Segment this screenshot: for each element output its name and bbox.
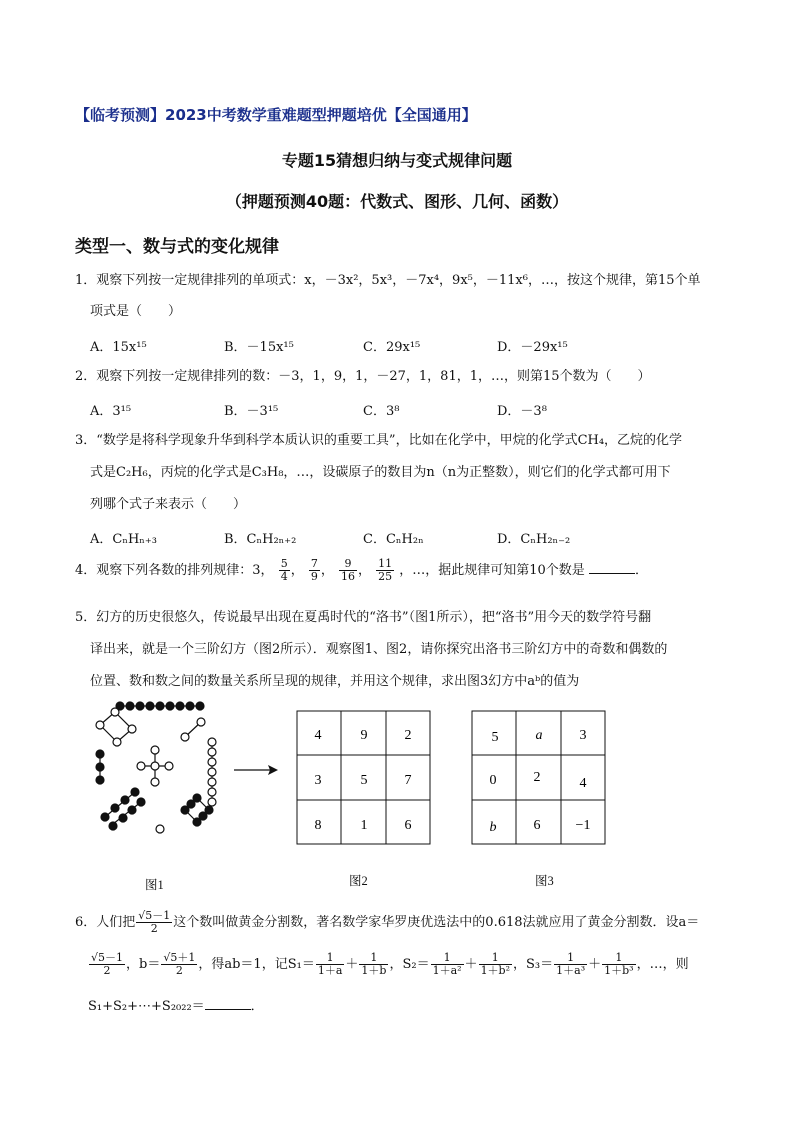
fig3-cell: 4 (579, 776, 587, 791)
fig2-cell: 1 (360, 818, 368, 833)
q1-line1: 1．观察下列按一定规律排列的单项式：x，－3x²，5x³，－7x⁴，9x⁵，－11x⁶，…，按这个规律，第15个单 (75, 273, 701, 288)
header-banner: 【临考预测】2023中考数学重难题型押题培优【全国通用】 (75, 106, 477, 124)
s1-term-2: $\frac{1}{1+b}$ (361, 951, 387, 977)
q2-option-b: B．－3¹⁵ (224, 404, 279, 419)
q4-fraction-2: $\frac{7}{9}$ (310, 557, 318, 583)
q3-option-d: D．CₙH₂ₙ₋₂ (497, 532, 571, 547)
q1-option-d: D．－29x¹⁵ (497, 340, 568, 355)
fig2-cell: 5 (360, 773, 368, 788)
q1-option-a: A．15x¹⁵ (90, 340, 147, 355)
fig3-cell: 2 (533, 770, 541, 785)
q5-line2: 译出来，就是一个三阶幻方（图2所示）．观察图1、图2，请你探究出洛书三阶幻方中的奇数和偶数的 (90, 642, 668, 657)
q4-end: ． (634, 563, 648, 578)
s1-term-1: $\frac{1}{1+a}$ (317, 951, 343, 977)
q5-line1: 5．幻方的历史很悠久，传说最早出现在夏禹时代的“洛书”（图1所示），把“洛书”用今天的数学符号翻 (75, 610, 652, 625)
fig3-cell: a (535, 728, 543, 743)
q3-option-a: A．CₙHₙ₊₃ (90, 532, 157, 547)
q1-option-b: B．－15x¹⁵ (224, 340, 294, 355)
q4-suffix: ，…，据此规律可知第10个数是 (399, 563, 585, 578)
s2-term-2: $\frac{1}{\text{1＋b²}}$ (480, 951, 511, 977)
a-fraction: $\frac{√5-1}{2}$ (91, 951, 124, 977)
q4-fraction-3: $\frac{9}{16}$ (340, 557, 355, 583)
fig3-cell: b (489, 820, 497, 835)
q3-option-c: C．CₙH₂ₙ (363, 532, 424, 547)
q4-fraction-4: $\frac{11}{25}$ (378, 557, 393, 583)
s3-term-2: $\frac{1}{\text{1＋b³}}$ (604, 951, 634, 977)
magic-square-fig3 (471, 710, 607, 847)
q6-line3: S₁+S₂+⋯+S₂₀₂₂＝ ． (88, 999, 264, 1014)
page-subtitle: （押题预测40题：代数式、图形、几何、函数） (225, 192, 569, 211)
fig3-cell: 5 (491, 730, 499, 745)
s2-term-1: $\frac{1}{\text{1＋a²}}$ (432, 951, 462, 977)
q2-option-a: A．3¹⁵ (90, 404, 132, 419)
q3-line1: 3．“数学是将科学现象升华到科学本质认识的重要工具”，比如在化学中，甲烷的化学式CH₄，乙烷的化学 (75, 433, 683, 448)
fig3-cell: 3 (579, 728, 587, 743)
q2-option-d: D．－3⁸ (497, 404, 547, 419)
fig3-cell: 6 (533, 818, 541, 833)
q4-fraction-1: $\frac{5}{4}$ (280, 557, 288, 583)
q3-line2: 式是C₂H₆，丙烷的化学式是C₃H₈，…，设碳原子的数目为n（n为正整数），则它们的化学式都可用下 (90, 465, 671, 480)
figure2-caption: 图2 (349, 874, 368, 888)
q2-line1: 2．观察下列按一定规律排列的数：－3，1，9，1，－27，1，81，1，…，则第15个数为（ ） (75, 369, 651, 384)
fig2-cell: 2 (404, 728, 412, 743)
fig2-cell: 8 (314, 818, 322, 833)
figure3-caption: 图3 (535, 874, 554, 888)
page-title: 专题15猜想归纳与变式规律问题 (281, 151, 513, 170)
q4-line: 4．观察下列各数的排列规律：3， $\frac{5}{4}$ ， $\frac{7}{9}$ ， $\frac{9}{16}$ ， $\frac{11}{25}$ ，…，据此规律可知第10个数是 ． (75, 557, 648, 583)
q1-line2: 项式是（ ） (90, 304, 182, 319)
q2-option-c: C．3⁸ (363, 404, 400, 419)
figure1-caption: 图1 (145, 878, 164, 892)
q1-option-c: C．29x¹⁵ (363, 340, 421, 355)
golden-ratio-fraction: $\frac{√5-1}{2}$ (138, 909, 171, 935)
q5-line3: 位置、数和数之间的数量关系所呈现的规律，并用这个规律，求出图3幻方中aᵇ的值为 (90, 674, 580, 689)
section-heading: 类型一、数与式的变化规律 (75, 237, 279, 257)
s3-term-1: $\frac{1}{\text{1＋a³}}$ (556, 951, 586, 977)
q3-option-b: B．CₙH₂ₙ₊₂ (224, 532, 297, 547)
fig2-cell: 4 (314, 728, 322, 743)
q6-line2: $\frac{√5-1}{2}$ ，b＝ $\frac{√5+1}{2}$ ，得ab＝1，记S₁＝ $\frac{1}{1+a}$ ＋ $\frac{1}{1+b}$ ，S₂＝ $\frac{1}{\text{1＋a²}}$ ＋ $\frac{1}{\text{1＋b²}}$ ，S₃＝ $\frac{1}{\text{1＋a³}}$ ＋ $\frac{1}{\text{1＋b³}}$ ，…，则 (91, 951, 689, 977)
arrow-icon (232, 763, 280, 777)
q6-answer-blank (205, 998, 251, 1010)
luoshu-figure (85, 692, 235, 842)
fig3-cell: −1 (575, 818, 591, 833)
q3-line3: 列哪个式子来表示（ ） (90, 497, 247, 512)
fig2-cell: 6 (404, 818, 412, 833)
magic-square-fig2 (296, 710, 432, 847)
fig2-cell: 7 (404, 773, 412, 788)
b-fraction: $\frac{√5+1}{2}$ (163, 951, 196, 977)
fig2-cell: 3 (314, 773, 322, 788)
q4-answer-blank (589, 562, 635, 574)
q4-prefix: 4．观察下列各数的排列规律：3， (75, 563, 274, 578)
q6-line1: 6．人们把 $\frac{√5-1}{2}$ 这个数叫做黄金分割数，著名数学家华罗庚优选法中的0.618法就应用了黄金分割数．设a＝ (75, 909, 700, 935)
fig3-cell: 0 (489, 773, 497, 788)
fig2-cell: 9 (360, 728, 368, 743)
